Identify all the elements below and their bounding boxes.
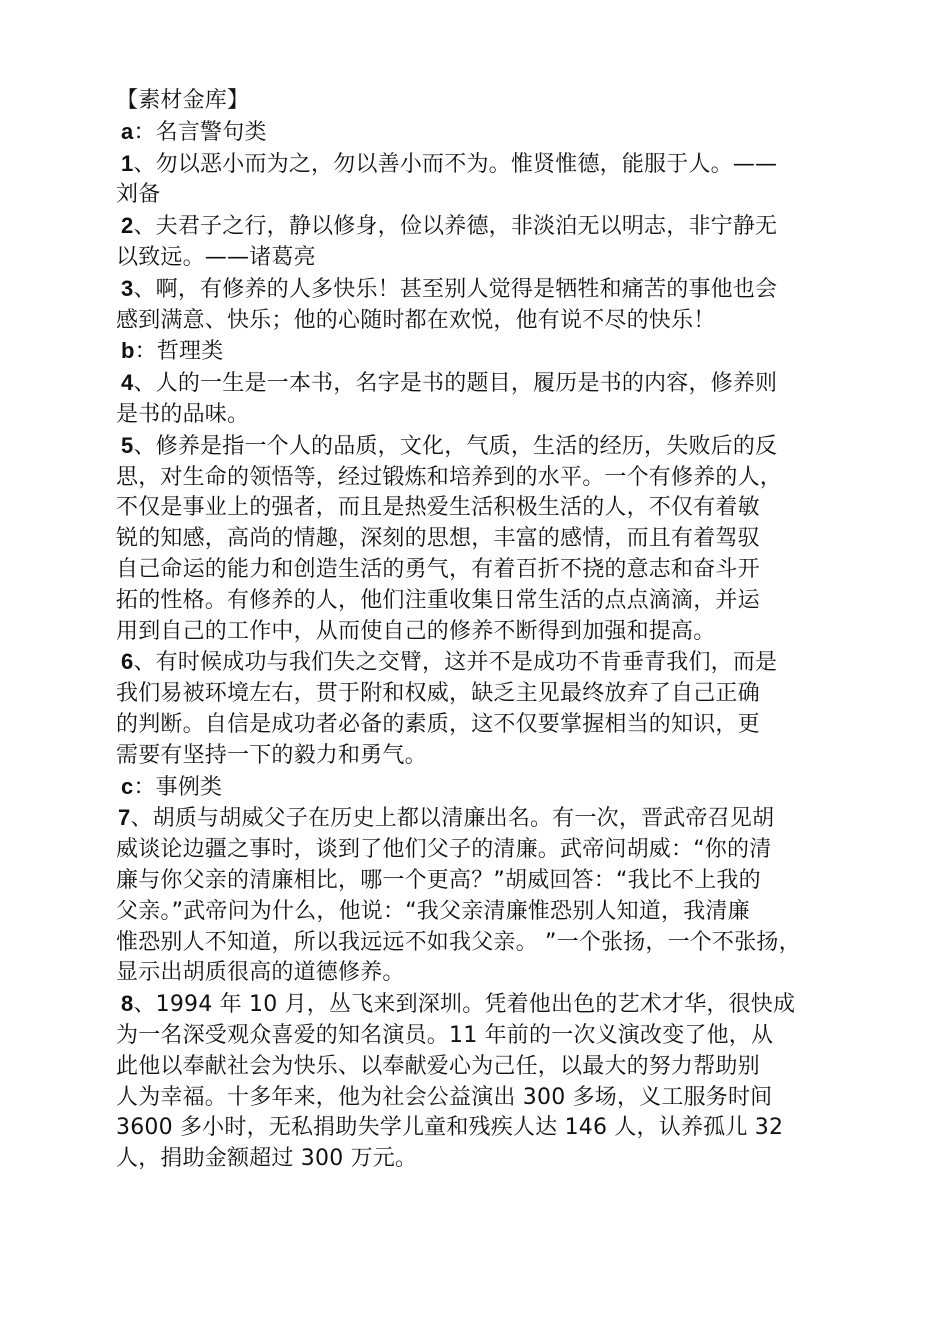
item-2-line-2: 以致远。——诸葛亮	[116, 244, 316, 270]
item-8-line-6: 人，捐助金额超过 300 万元。	[116, 1146, 418, 1172]
item-5-line-1	[116, 431, 846, 463]
item-number: 8	[121, 991, 134, 1017]
section-heading-c	[116, 772, 846, 804]
item-5-line-7: 用到自己的工作中，从而使自己的修养不断得到加强和提高。	[116, 618, 716, 644]
item-text: 、勿以恶小而为之，勿以善小而不为。惟贤惟德，能服于人。——	[133, 151, 778, 177]
section-heading-text: ：事例类	[133, 774, 223, 800]
item-number: 2	[121, 213, 134, 239]
item-text: 、1994 年 10 月，丛飞来到深圳。凭着他出色的艺术才华，很快成	[133, 992, 796, 1018]
item-number: 6	[121, 649, 134, 675]
item-number: 3	[121, 275, 134, 301]
section-heading-b	[116, 336, 846, 368]
section-marker: a	[121, 118, 134, 144]
item-8-line-3: 此他以奉献社会为快乐、以奉献爱心为己任，以最大的努力帮助别	[116, 1053, 760, 1079]
item-number: 1	[121, 150, 134, 176]
item-7-line-5: 惟恐别人不知道，所以我远远不如我父亲。 ”一个张扬，一个不张扬，	[116, 929, 801, 955]
item-8-line-1	[116, 989, 846, 1021]
document-content	[116, 86, 846, 1175]
document-title: 【素材金库】	[116, 88, 250, 113]
item-1-line-2: 刘备	[116, 182, 161, 208]
item-7-line-2: 威谈论边疆之事时，谈到了他们父子的清廉。武帝问胡威：“你的清	[116, 837, 772, 863]
item-text: 、夫君子之行，静以修身，俭以养德，非淡泊无以明志，非宁静无	[133, 214, 778, 240]
item-4-line-2: 是书的品味。	[116, 401, 250, 427]
item-text: 、有时候成功与我们失之交臂，这并不是成功不肯垂青我们，而是	[133, 650, 778, 676]
item-4-line-1	[116, 368, 846, 400]
item-text: 、啊，有修养的人多快乐！甚至别人觉得是牺牲和痛苦的事他也会	[133, 276, 778, 302]
item-3-line-1	[116, 274, 846, 306]
item-5-line-6: 拓的性格。有修养的人，他们注重收集日常生活的点点滴滴，并运	[116, 587, 760, 613]
item-5-line-2: 思，对生命的领悟等，经过锻炼和培养到的水平。一个有修养的人，	[116, 464, 783, 490]
section-marker: b	[121, 338, 135, 364]
item-5-line-5: 自己命运的能力和创造生活的勇气，有着百折不挠的意志和奋斗开	[116, 556, 760, 582]
item-number: 7	[118, 805, 131, 831]
item-text: 、修养是指一个人的品质，文化，气质，生活的经历，失败后的反	[133, 433, 778, 459]
item-6-line-1	[116, 647, 846, 679]
item-8-line-4: 人为幸福。十多年来，他为社会公益演出 300 多场，义工服务时间	[116, 1084, 773, 1110]
item-7-line-3: 廉与你父亲的清廉相比，哪一个更高？”胡威回答：“我比不上我的	[116, 867, 761, 893]
item-7-line-1	[116, 803, 846, 835]
item-5-line-3: 不仅是事业上的强者，而且是热爱生活积极生活的人，不仅有着敏	[116, 495, 760, 521]
item-number: 5	[121, 432, 134, 458]
item-6-line-3: 的判断。自信是成功者必备的素质，这不仅要掌握相当的知识，更	[116, 711, 760, 737]
item-5-line-4: 锐的知感，高尚的情趣，深刻的思想，丰富的感情，而且有着驾驭	[116, 526, 760, 552]
item-text: 、胡质与胡威父子在历史上都以清廉出名。有一次，晋武帝召见胡	[130, 806, 775, 832]
item-8-line-2: 为一名深受观众喜爱的知名演员。11 年前的一次义演改变了他，从	[116, 1022, 774, 1048]
item-8-line-5: 3600 多小时，无私捐助失学儿童和残疾人达 146 人，认养孤儿 32	[116, 1115, 784, 1141]
item-number: 4	[121, 370, 134, 396]
item-text: 、人的一生是一本书，名字是书的题目，履历是书的内容，修养则	[133, 371, 778, 397]
item-1-line-1	[116, 149, 846, 181]
item-6-line-2: 我们易被环境左右，贯于附和权威，缺乏主见最终放弃了自己正确	[116, 681, 760, 707]
item-6-line-4: 需要有坚持一下的毅力和勇气。	[116, 742, 427, 768]
section-heading-text: ：名言警句类	[133, 119, 267, 145]
item-2-line-1	[116, 211, 846, 243]
item-7-line-6: 显示出胡质很高的道德修养。	[116, 960, 405, 986]
item-7-line-4: 父亲。”武帝问为什么，他说：“我父亲清廉惟恐别人知道，我清廉	[116, 898, 750, 924]
item-3-line-2: 感到满意、快乐；他的心随时都在欢悦，他有说不尽的快乐！	[116, 307, 716, 333]
section-marker: c	[121, 773, 134, 799]
section-heading-text: ：哲理类	[134, 339, 224, 365]
section-heading-a	[116, 117, 846, 149]
